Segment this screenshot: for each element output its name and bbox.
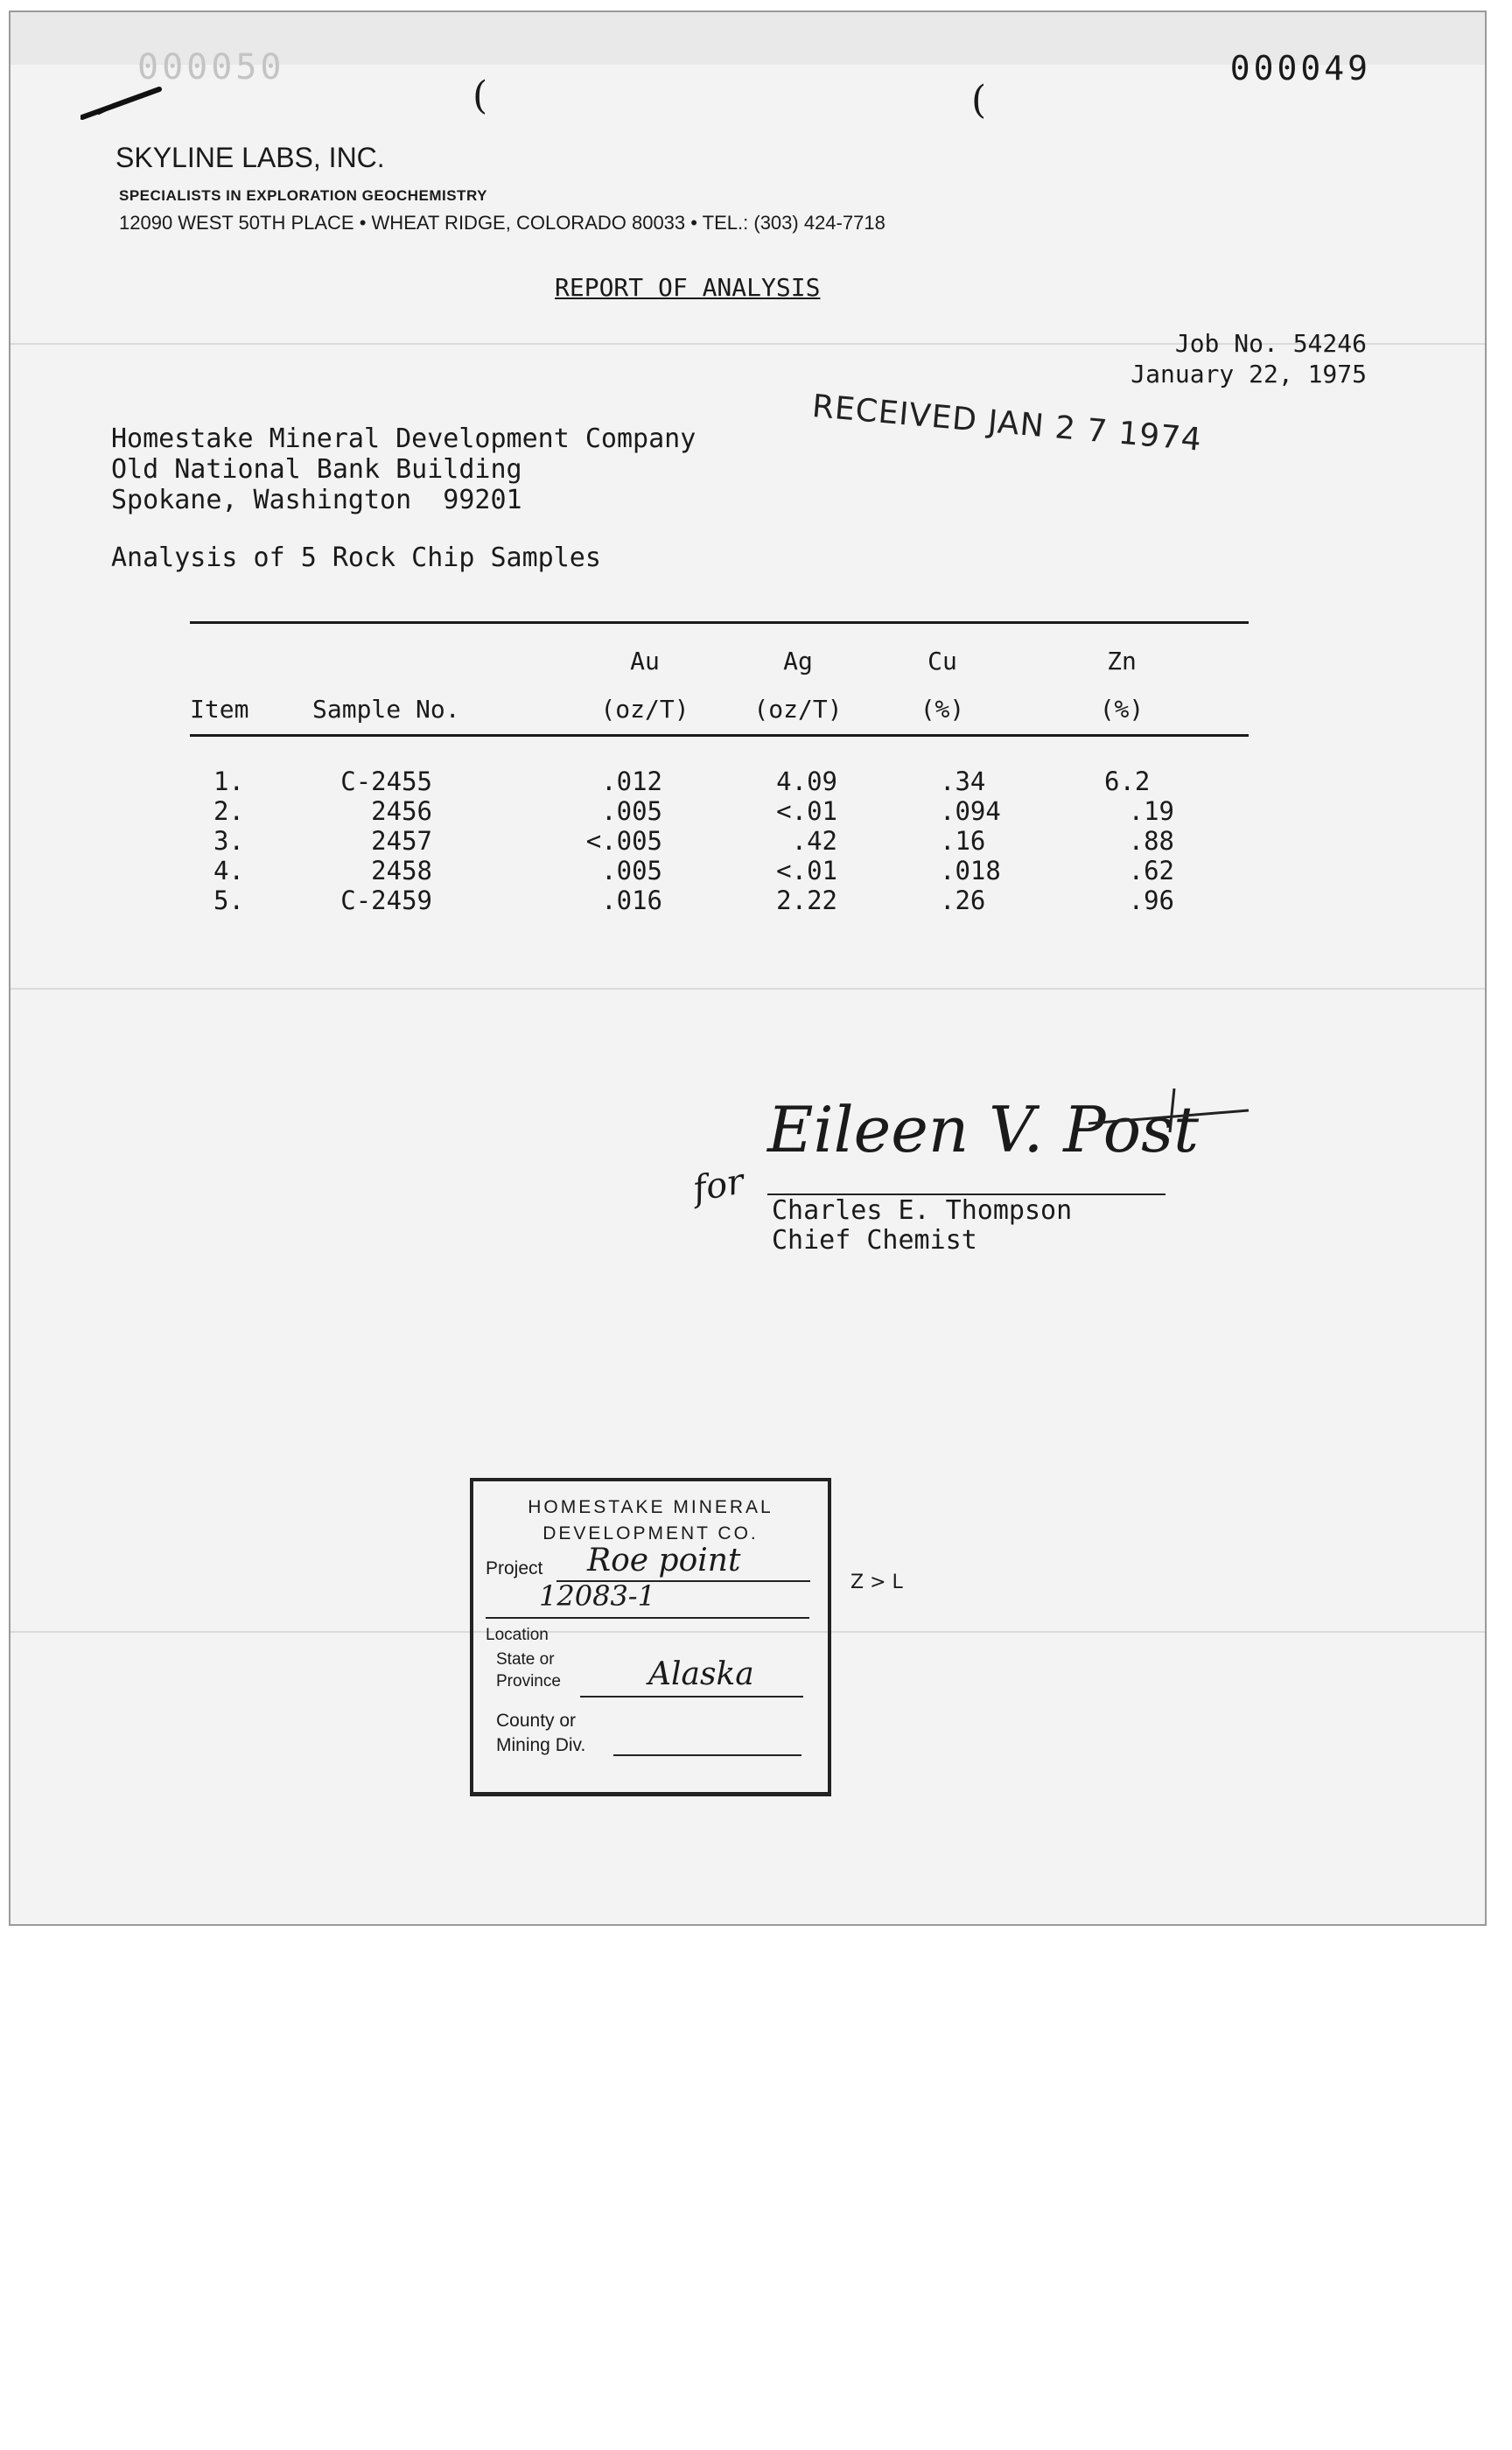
table-cell-cu: .34	[940, 766, 986, 796]
stamp-county-label: Mining Div.	[496, 1735, 586, 1755]
report-date: January 22, 1975	[1130, 360, 1367, 388]
header-au-unit: (oz/T)	[600, 695, 690, 724]
signature-for: for	[690, 1161, 747, 1210]
table-cell-cu: .094	[940, 796, 1001, 826]
table-cell-ag: <.01	[776, 796, 837, 826]
table-cell-zn: .96	[1128, 886, 1174, 915]
fold-line	[10, 988, 1485, 990]
margin-note: Z > L	[850, 1572, 903, 1593]
client-city: Spokane, Washington 99201	[111, 485, 522, 515]
table-cell-au: .012	[601, 766, 662, 796]
table-cell-cu: .26	[940, 886, 986, 915]
received-stamp: RECEIVED JAN 2 7 1974	[810, 388, 1204, 458]
pen-mark-icon	[80, 80, 168, 124]
project-stamp	[470, 1478, 831, 1796]
table-cell-ag: 4.09	[776, 766, 837, 796]
table-cell-zn: .88	[1128, 826, 1174, 856]
report-title: REPORT OF ANALYSIS	[555, 273, 821, 302]
stamp-project-label: Project	[486, 1558, 543, 1578]
document-sheet	[9, 10, 1487, 1926]
stamp-heading: HOMESTAKE MINERAL	[528, 1497, 774, 1517]
stamp-line	[613, 1754, 802, 1756]
client-address-line: Old National Bank Building	[111, 454, 522, 485]
table-cell-item: 3.	[214, 826, 244, 856]
header-au: Au	[630, 647, 660, 676]
signer-name: Charles E. Thompson	[772, 1195, 1073, 1226]
stamp-state-label: State or	[496, 1650, 555, 1669]
stamp-county-label: County or	[496, 1711, 577, 1731]
table-cell-item: 5.	[214, 886, 244, 915]
table-cell-au: .005	[601, 796, 662, 826]
table-cell-zn: 6.2	[1104, 766, 1151, 796]
table-cell-item: 2.	[214, 796, 244, 826]
table-cell-item: 1.	[214, 766, 244, 796]
stamp-line	[486, 1617, 809, 1619]
signature-flourish-icon	[1087, 1084, 1253, 1137]
table-cell-sample: 2458	[371, 856, 432, 886]
header-cu: Cu	[928, 647, 957, 676]
company-address: 12090 WEST 50TH PLACE • WHEAT RIDGE, COLORADO 80033 • TEL.: (303) 424-7718	[119, 212, 886, 234]
header-cu-unit: (%)	[920, 695, 965, 724]
table-cell-sample: 2457	[371, 826, 432, 856]
stamp-state-label: Province	[496, 1672, 561, 1690]
stamp-line	[580, 1696, 803, 1698]
table-cell-au: <.005	[585, 826, 662, 856]
table-cell-zn: .62	[1128, 856, 1174, 886]
stamp-heading: DEVELOPMENT CO.	[542, 1523, 759, 1544]
analysis-title: Analysis of 5 Rock Chip Samples	[111, 542, 601, 573]
stamp-project-number: 12083-1	[539, 1579, 655, 1613]
header-ag-unit: (oz/T)	[753, 695, 843, 724]
table-cell-cu: .16	[940, 826, 986, 856]
table-cell-sample: 2456	[371, 796, 432, 826]
doc-number: 000049	[1229, 49, 1371, 88]
table-cell-au: .016	[601, 886, 662, 915]
table-cell-au: .005	[601, 856, 662, 886]
punch-mark-icon: (	[971, 78, 987, 122]
table-cell-cu: .018	[940, 856, 1001, 886]
table-cell-item: 4.	[214, 856, 244, 886]
header-ag: Ag	[783, 647, 813, 676]
table-top-rule	[190, 621, 1249, 624]
table-header-rule	[190, 734, 1249, 737]
header-sample-no: Sample No.	[312, 695, 460, 724]
stamp-state-value: Alaska	[648, 1656, 754, 1692]
header-item: Item	[190, 695, 249, 724]
table-cell-ag: 2.22	[776, 886, 837, 915]
table-cell-ag: <.01	[776, 856, 837, 886]
client-name: Homestake Mineral Development Company	[111, 424, 696, 454]
table-cell-ag: .42	[791, 826, 837, 856]
table-cell-sample: C-2459	[340, 886, 432, 915]
header-zn: Zn	[1107, 647, 1137, 676]
company-tagline: SPECIALISTS IN EXPLORATION GEOCHEMISTRY	[119, 187, 487, 204]
job-number: Job No. 54246	[1174, 329, 1367, 358]
table-cell-zn: .19	[1128, 796, 1174, 826]
header-zn-unit: (%)	[1099, 695, 1144, 724]
ghost-doc-number: 000050	[137, 47, 285, 88]
company-name: SKYLINE LABS, INC.	[116, 142, 385, 173]
table-cell-sample: C-2455	[340, 766, 432, 796]
handwritten-signature: Eileen V. Post	[767, 1093, 1200, 1166]
signer-title: Chief Chemist	[772, 1225, 977, 1256]
stamp-location-label: Location	[486, 1626, 549, 1644]
punch-mark-icon: (	[472, 74, 488, 118]
stamp-project-value: Roe point	[587, 1543, 741, 1578]
